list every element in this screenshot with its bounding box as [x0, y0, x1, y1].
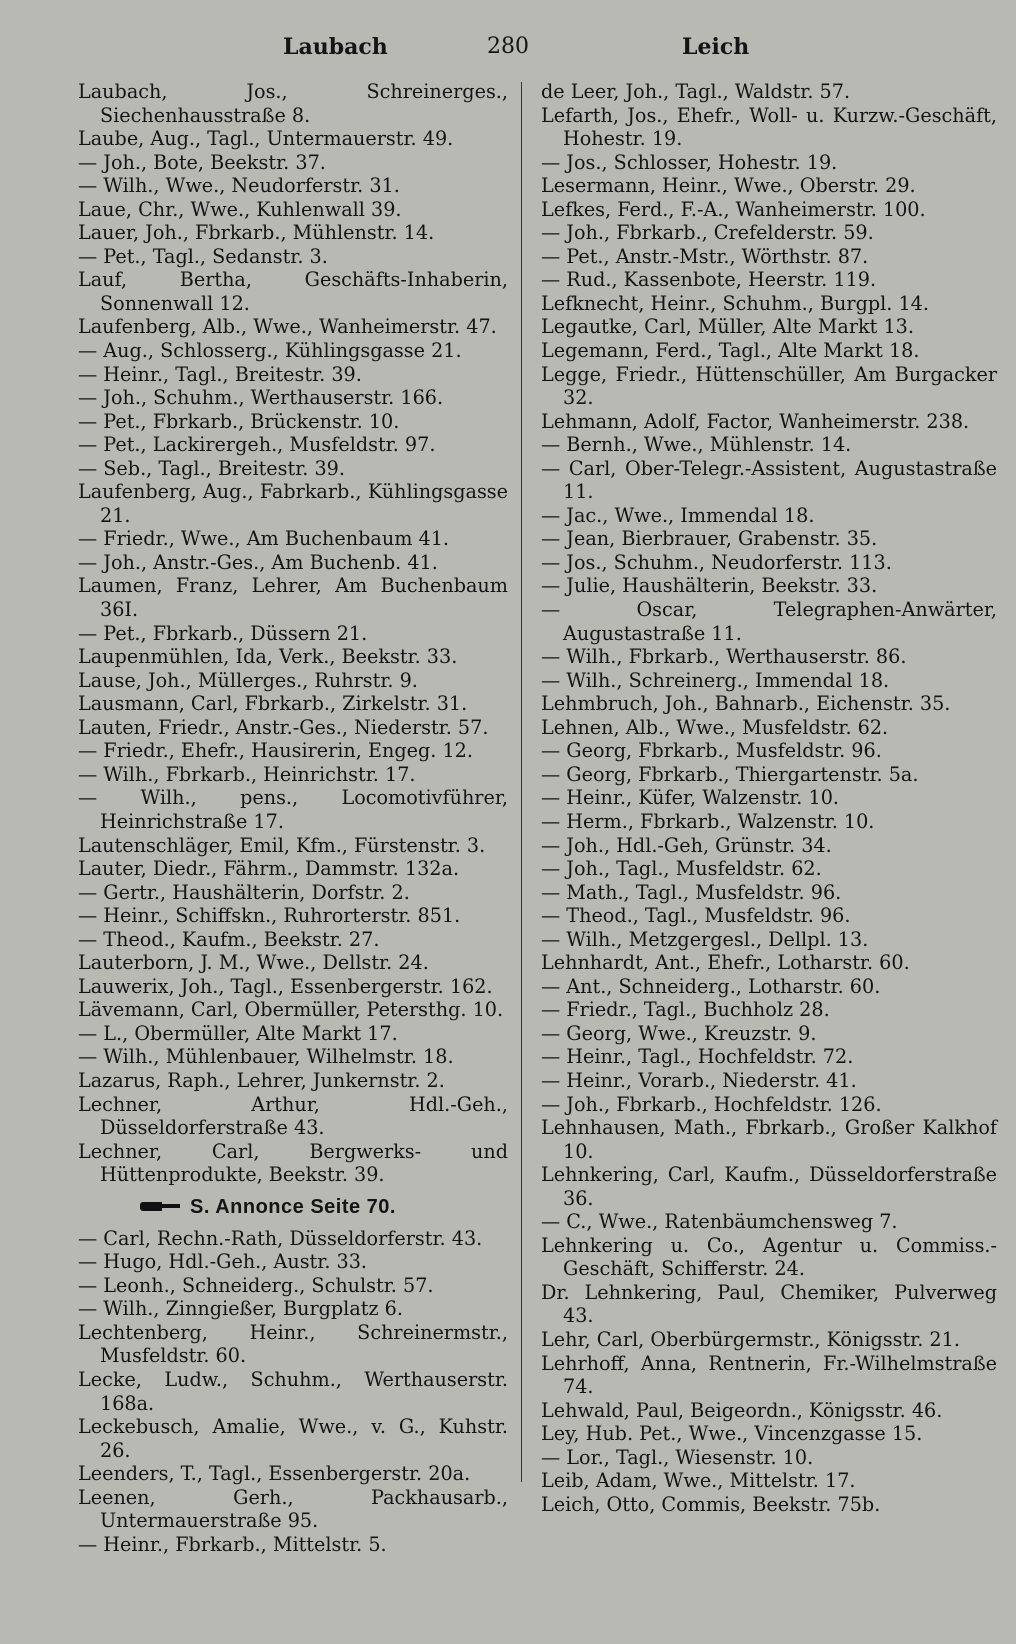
directory-entry: Lehmann, Adolf, Factor, Wanheimerstr. 238.: [541, 409, 970, 433]
directory-entry: — Friedr., Ehefr., Hausirerin, Engeg. 12.: [78, 739, 473, 763]
directory-entry: Laufenberg, Aug., Fabrkarb., Kühlingsgasse 21.: [78, 480, 508, 527]
header-right-catchword: Leich: [682, 34, 750, 60]
right-column: [541, 80, 997, 1516]
directory-entry: Lehwald, Paul, Beigeordn., Königsstr. 46.: [541, 1398, 943, 1422]
directory-entry: Lehnhausen, Math., Fbrkarb., Großer Kalkhof 10.: [541, 1116, 997, 1163]
directory-entry: — Joh., Tagl., Musfeldstr. 62.: [541, 857, 822, 881]
directory-entry: — L., Obermüller, Alte Markt 17.: [78, 1021, 398, 1045]
directory-entry: — Aug., Schlosserg., Kühlingsgasse 21.: [78, 339, 462, 363]
directory-entry: — Oscar, Telegraphen-Anwärter, Augustastraße 11.: [541, 598, 997, 645]
directory-entry: Lechner, Carl, Bergwerks- und Hüttenprodukte, Beekstr. 39.: [78, 1139, 508, 1187]
directory-entry: — Pet., Anstr.-Mstr., Wörthstr. 87.: [541, 244, 869, 268]
directory-entry: — Georg, Wwe., Kreuzstr. 9.: [541, 1021, 817, 1045]
directory-entry: — Ant., Schneiderg., Lotharstr. 60.: [541, 974, 881, 998]
directory-entry: Leib, Adam, Wwe., Mittelstr. 17.: [541, 1469, 856, 1493]
directory-entry: — Herm., Fbrkarb., Walzenstr. 10.: [541, 809, 875, 833]
directory-entry: — Seb., Tagl., Breitestr. 39.: [78, 456, 345, 480]
annonce-text: S. Annonce Seite 70.: [190, 1195, 396, 1218]
directory-entry: Leenen, Gerh., Packhausarb., Untermauerstraße 95.: [78, 1485, 508, 1533]
directory-entry: Legge, Friedr., Hüttenschüller, Am Burgacker 32.: [541, 362, 997, 410]
directory-entry: — Math., Tagl., Musfeldstr. 96.: [541, 880, 842, 904]
directory-entry: Lauer, Joh., Fbrkarb., Mühlenstr. 14.: [78, 221, 435, 245]
pointing-hand-icon: [140, 1198, 180, 1214]
directory-entry: — Carl, Rechn.-Rath, Düsseldorferstr. 43.: [78, 1226, 483, 1250]
directory-entry: Lause, Joh., Müllerges., Ruhrstr. 9.: [78, 668, 418, 692]
column-divider: [521, 82, 522, 1482]
annonce-reference: [140, 1192, 508, 1222]
directory-entry: Lefkes, Ferd., F.-A., Wanheimerstr. 100.: [541, 197, 926, 221]
directory-entry: — Joh., Hdl.-Geh, Grünstr. 34.: [541, 833, 832, 857]
directory-entry: — Jos., Schuhm., Neudorferstr. 113.: [541, 550, 892, 574]
directory-entry: — Bernh., Wwe., Mühlenstr. 14.: [541, 433, 852, 457]
directory-entry: Laufenberg, Alb., Wwe., Wanheimerstr. 47.: [78, 315, 497, 339]
directory-entry: — Georg, Fbrkarb., Musfeldstr. 96.: [541, 739, 882, 763]
directory-entry: Lehnen, Alb., Wwe., Musfeldstr. 62.: [541, 715, 889, 739]
directory-entry: Lechner, Arthur, Hdl.-Geh., Düsseldorferstraße 43.: [78, 1092, 508, 1140]
directory-entry: — Heinr., Schiffskn., Ruhrorterstr. 851.: [78, 904, 461, 928]
directory-entry: Lefknecht, Heinr., Schuhm., Burgpl. 14.: [541, 291, 929, 315]
directory-entry: Lehnkering u. Co., Agentur u. Commiss.-Geschäft, Schifferstr. 24.: [541, 1233, 997, 1281]
directory-entry: Laupenmühlen, Ida, Verk., Beekstr. 33.: [78, 645, 458, 669]
directory-entry: — Lor., Tagl., Wiesenstr. 10.: [541, 1445, 814, 1469]
directory-entry: — Pet., Tagl., Sedanstr. 3.: [78, 244, 328, 268]
directory-entry: — Carl, Ober-Telegr.-Assistent, Augustastraße 11.: [541, 456, 997, 504]
directory-entry: Leenders, T., Tagl., Essenbergerstr. 20a.: [78, 1462, 471, 1486]
directory-entry: Lesermann, Heinr., Wwe., Oberstr. 29.: [541, 174, 916, 198]
directory-entry: — Jean, Bierbrauer, Grabenstr. 35.: [541, 527, 878, 551]
directory-entry: — Heinr., Vorarb., Niederstr. 41.: [541, 1068, 857, 1092]
directory-entry: Lehrhoff, Anna, Rentnerin, Fr.-Wilhelmstraße 74.: [541, 1351, 997, 1399]
directory-entry: — Pet., Fbrkarb., Brückenstr. 10.: [78, 409, 400, 433]
directory-entry: — Friedr., Tagl., Buchholz 28.: [541, 998, 830, 1022]
directory-entry: Laube, Aug., Tagl., Untermauerstr. 49.: [78, 127, 454, 151]
directory-entry: Lefarth, Jos., Ehefr., Woll- u. Kurzw.-Geschäft, Hohestr. 19.: [541, 103, 997, 151]
directory-entry: Lauf, Bertha, Geschäfts-Inhaberin, Sonnenwall 12.: [78, 268, 508, 315]
directory-entry: — Jos., Schlosser, Hohestr. 19.: [541, 150, 838, 174]
directory-entry: — Hugo, Hdl.-Geh., Austr. 33.: [78, 1250, 368, 1274]
directory-entry: Leich, Otto, Commis, Beekstr. 75b.: [541, 1492, 881, 1516]
directory-entry: — Georg, Fbrkarb., Thiergartenstr. 5a.: [541, 762, 919, 786]
directory-entry: — Heinr., Fbrkarb., Mittelstr. 5.: [78, 1532, 387, 1556]
directory-entry: — Heinr., Tagl., Breitestr. 39.: [78, 362, 362, 386]
directory-entry: — Leonh., Schneiderg., Schulstr. 57.: [78, 1273, 434, 1297]
directory-entry: Lauten, Friedr., Anstr.-Ges., Niederstr. 57.: [78, 715, 489, 739]
directory-entry: Lävemann, Carl, Obermüller, Petersthg. 10.: [78, 998, 504, 1022]
directory-entry: — Joh., Bote, Beekstr. 37.: [78, 150, 326, 174]
header-left-catchword: Laubach: [283, 34, 388, 60]
directory-entry: Lehnhardt, Ant., Ehefr., Lotharstr. 60.: [541, 951, 910, 975]
directory-entry: Lautenschläger, Emil, Kfm., Fürstenstr. 3.: [78, 833, 486, 857]
directory-entry: Lazarus, Raph., Lehrer, Junkernstr. 2.: [78, 1068, 445, 1092]
directory-entry: — Wilh., Fbrkarb., Werthauserstr. 86.: [541, 645, 907, 669]
directory-entry: — Jac., Wwe., Immendal 18.: [541, 503, 815, 527]
directory-entry: — Wilh., pens., Locomotivführer, Heinrichstraße 17.: [78, 786, 508, 833]
directory-entry: — Gertr., Haushälterin, Dorfstr. 2.: [78, 880, 410, 904]
directory-entry: — Julie, Haushälterin, Beekstr. 33.: [541, 574, 878, 598]
directory-entry: Lechtenberg, Heinr., Schreinermstr., Musfeldstr. 60.: [78, 1320, 508, 1368]
directory-entry: Lausmann, Carl, Fbrkarb., Zirkelstr. 31.: [78, 692, 468, 716]
page-header: [0, 34, 1016, 68]
directory-entry: — Pet., Lackirergeh., Musfeldstr. 97.: [78, 433, 436, 457]
directory-entry: — Wilh., Metzgergesl., Dellpl. 13.: [541, 927, 869, 951]
directory-entry: — Wilh., Wwe., Neudorferstr. 31.: [78, 174, 400, 198]
directory-entry: Legemann, Ferd., Tagl., Alte Markt 18.: [541, 339, 920, 363]
directory-entry: Lehnkering, Carl, Kaufm., Düsseldorferstraße 36.: [541, 1163, 997, 1210]
directory-entry: Lauwerix, Joh., Tagl., Essenbergerstr. 162.: [78, 974, 493, 998]
directory-entry: Laumen, Franz, Lehrer, Am Buchenbaum 36I.: [78, 574, 508, 622]
directory-entry: — Pet., Fbrkarb., Düssern 21.: [78, 621, 368, 645]
directory-entry: — Joh., Anstr.-Ges., Am Buchenb. 41.: [78, 550, 438, 574]
directory-entry: Lauterborn, J. M., Wwe., Dellstr. 24.: [78, 951, 429, 975]
directory-entry: — Rud., Kassenbote, Heerstr. 119.: [541, 268, 877, 292]
directory-entry: — Heinr., Tagl., Hochfeldstr. 72.: [541, 1045, 854, 1069]
directory-entry: — Wilh., Mühlenbauer, Wilhelmstr. 18.: [78, 1045, 454, 1069]
directory-entry: Dr. Lehnkering, Paul, Chemiker, Pulverweg 43.: [541, 1280, 997, 1328]
directory-entry: — Joh., Fbrkarb., Hochfeldstr. 126.: [541, 1092, 882, 1116]
directory-entry: — Wilh., Fbrkarb., Heinrichstr. 17.: [78, 762, 416, 786]
directory-entry: Laue, Chr., Wwe., Kuhlenwall 39.: [78, 197, 402, 221]
page-number: 280: [487, 34, 529, 59]
directory-entry: Lehmbruch, Joh., Bahnarb., Eichenstr. 35.: [541, 692, 951, 716]
directory-entry: — Theod., Kaufm., Beekstr. 27.: [78, 927, 380, 951]
directory-entry: — Heinr., Küfer, Walzenstr. 10.: [541, 786, 840, 810]
directory-entry: Legautke, Carl, Müller, Alte Markt 13.: [541, 315, 914, 339]
directory-entry: Lecke, Ludw., Schuhm., Werthauserstr. 168a.: [78, 1367, 508, 1415]
directory-entry: Ley, Hub. Pet., Wwe., Vincenzgasse 15.: [541, 1422, 923, 1446]
directory-entry: — Theod., Tagl., Musfeldstr. 96.: [541, 904, 851, 928]
left-column: [78, 80, 508, 1556]
directory-entry: de Leer, Joh., Tagl., Waldstr. 57.: [541, 80, 851, 103]
directory-entry: — Joh., Fbrkarb., Crefelderstr. 59.: [541, 221, 874, 245]
directory-entry: — Wilh., Schreinerg., Immendal 18.: [541, 668, 890, 692]
directory-entry: — C., Wwe., Ratenbäumchensweg 7.: [541, 1210, 898, 1234]
directory-entry: — Wilh., Zinngießer, Burgplatz 6.: [78, 1297, 403, 1321]
directory-entry: Laubach, Jos., Schreinerges., Siechenhausstraße 8.: [78, 80, 508, 127]
directory-entry: Leckebusch, Amalie, Wwe., v. G., Kuhstr. 26.: [78, 1415, 508, 1462]
directory-entry: Lauter, Diedr., Fährm., Dammstr. 132a.: [78, 857, 460, 881]
directory-entry: — Friedr., Wwe., Am Buchenbaum 41.: [78, 527, 450, 551]
directory-entry: Lehr, Carl, Oberbürgermstr., Königsstr. 21.: [541, 1327, 960, 1351]
directory-entry: — Joh., Schuhm., Werthauserstr. 166.: [78, 386, 444, 410]
